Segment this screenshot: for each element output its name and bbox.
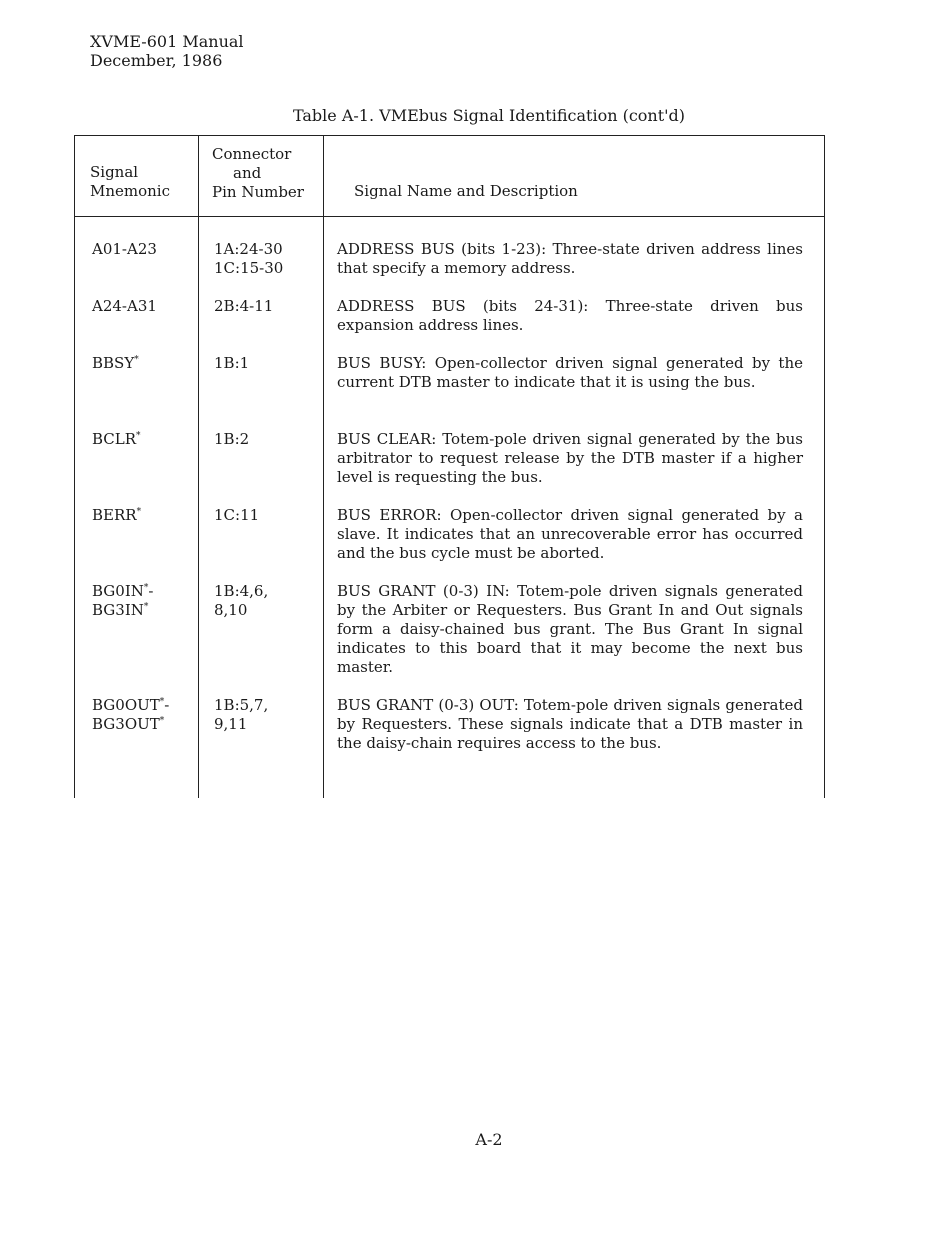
signal-table: [74, 135, 825, 798]
table-row-pin: 1B:2: [214, 430, 250, 448]
table-title: Table A-1. VMEbus Signal Identification (cont'd): [292, 106, 686, 125]
header-signal-mnemonic: Signal Mnemonic: [90, 163, 171, 200]
table-row-description: ADDRESS BUS (bits 24-31): Three-state driven bus expansion address lines.: [337, 297, 803, 334]
table-row-signal: A24-A31: [92, 297, 157, 315]
table-row-pin: 2B:4-11: [214, 297, 274, 315]
table-row-signal: BCLR*: [92, 430, 141, 448]
table-row-description: BUS BUSY: Open-collector driven signal generated by the current DTB master to indicate that it is using the bus.: [337, 354, 803, 391]
table-row-signal: BG0OUT*- BG3OUT*: [92, 696, 170, 733]
table-row-pin: 1A:24-30 1C:15-30: [214, 240, 284, 277]
column-divider: [198, 136, 199, 798]
header-signal-description: Signal Name and Description: [354, 182, 578, 200]
column-divider: [323, 136, 324, 798]
table-row-pin: 1B:5,7, 9,11: [214, 696, 269, 733]
table-row-pin: 1B:1: [214, 354, 250, 372]
document-header: [90, 32, 244, 70]
header-divider: [75, 216, 824, 217]
table-row-signal: BERR*: [92, 506, 142, 524]
table-row-signal: BG0IN*- BG3IN*: [92, 582, 154, 619]
table-row-description: BUS ERROR: Open-collector driven signal generated by a slave. It indicates that an unrecoverable error has occurred and the bus cycle must be aborted.: [337, 506, 803, 562]
page-number: A-2: [475, 1130, 503, 1149]
table-row-pin: 1C:11: [214, 506, 260, 524]
table-row-description: BUS GRANT (0-3) IN: Totem-pole driven signals generated by the Arbiter or Requesters. Bus Grant In and Out signals form a daisy-chained bus grant. The Bus Grant In signal indicates to this board that it may become the next bus master.: [337, 582, 803, 676]
table-row-pin: 1B:4,6, 8,10: [214, 582, 269, 619]
table-row-description: BUS GRANT (0-3) OUT: Totem-pole driven signals generated by Requesters. These signals indicate that a DTB master in the daisy-chain requires access to the bus.: [337, 696, 803, 752]
table-row-signal: BBSY*: [92, 354, 139, 372]
header-connector-pin: Connector and Pin Number: [212, 145, 304, 201]
manual-title: XVME-601 Manual: [90, 32, 244, 51]
table-row-description: BUS CLEAR: Totem-pole driven signal generated by the bus arbitrator to request release by the DTB master if a higher level is requesting the bus.: [337, 430, 803, 486]
table-row-description: ADDRESS BUS (bits 1-23): Three-state driven address lines that specify a memory address.: [337, 240, 803, 277]
manual-date: December, 1986: [90, 51, 223, 70]
table-row-signal: A01-A23: [92, 240, 157, 258]
